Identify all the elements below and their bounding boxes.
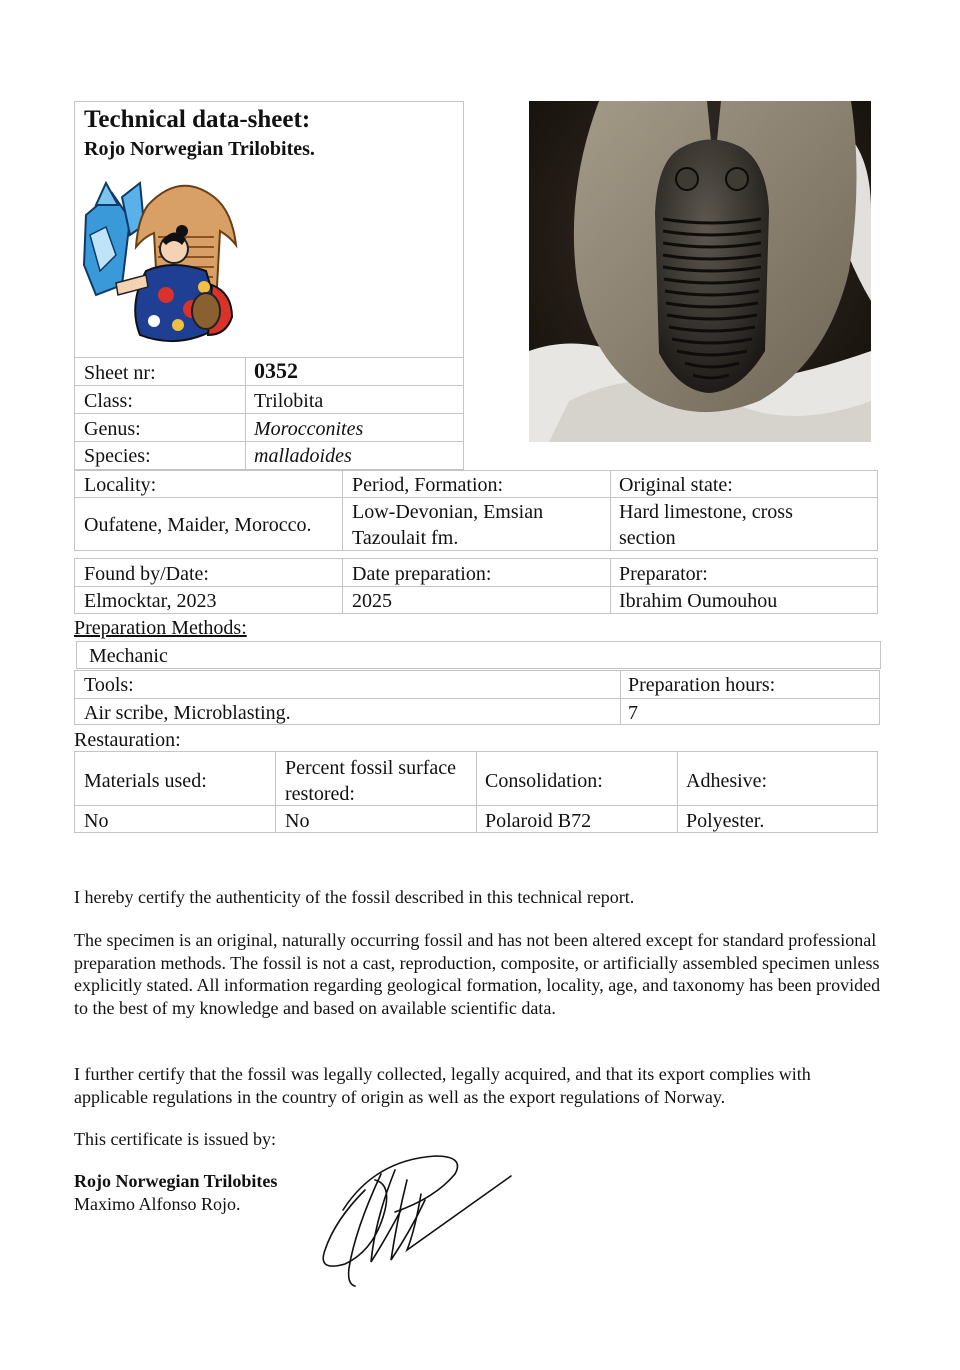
date-prep-label: Date preparation: (352, 563, 492, 585)
method-value: Mechanic (89, 645, 168, 667)
materials-value: No (84, 810, 109, 832)
consolidation-label: Consolidation: (485, 770, 603, 792)
method-box (76, 641, 881, 669)
period-value-line2: Tazoulait fm. (352, 527, 459, 549)
preparation-heading: Preparation Methods: (74, 617, 247, 639)
samurai-trilobite-logo (82, 175, 244, 353)
sheet-nr-label: Sheet nr: (84, 362, 156, 384)
sheet-nr-value: 0352 (254, 358, 298, 383)
consolidation-value: Polaroid B72 (485, 810, 592, 832)
hours-label: Preparation hours: (628, 674, 776, 696)
percent-label-line2: restored: (285, 783, 355, 805)
issuer-name: Maximo Alfonso Rojo. (74, 1194, 241, 1214)
period-label: Period, Formation: (352, 474, 504, 496)
adhesive-value: Polyester. (686, 810, 765, 832)
percent-label-line1: Percent fossil surface (285, 757, 457, 779)
class-label: Class: (84, 390, 133, 412)
certificate-paragraph-3: I further certify that the fossil was legally collected, legally acquired, and that its export complies with applicable regulations in the country of origin as well as the export regulations of Norway. (74, 1064, 811, 1107)
percent-value: No (285, 810, 310, 832)
genus-label: Genus: (84, 418, 141, 440)
preparator-value: Ibrahim Oumouhou (619, 590, 778, 612)
issuer-company: Rojo Norwegian Trilobites (74, 1171, 278, 1191)
adhesive-label: Adhesive: (686, 770, 768, 792)
preparator-label: Preparator: (619, 563, 708, 585)
certificate-paragraph-2: The specimen is an original, naturally occurring fossil and has not been altered except for standard professional preparation methods. The fossil is not a cast, reproduction, composite, or artificially assembled specimen unless explicitly stated. All information regarding geological formation, locality, age, and taxonomy has been provided to the best of my knowledge and based on available scientific data. (74, 930, 881, 1018)
found-value: Elmocktar, 2023 (84, 590, 217, 612)
tools-value: Air scribe, Microblasting. (84, 702, 291, 724)
state-value-line2: section (619, 527, 676, 549)
materials-label: Materials used: (84, 770, 207, 792)
hours-value: 7 (628, 702, 638, 724)
state-value-line1: Hard limestone, cross (619, 501, 793, 523)
species-value: malladoides (254, 445, 352, 467)
certificate-paragraph-1: I hereby certify the authenticity of the fossil described in this technical report. (74, 887, 635, 907)
certificate-paragraph-4: This certificate is issued by: (74, 1129, 276, 1149)
state-label: Original state: (619, 474, 733, 496)
handwritten-signature (315, 1150, 515, 1290)
sheet-title: Technical data-sheet: (84, 106, 311, 133)
found-label: Found by/Date: (84, 563, 209, 585)
restauration-heading: Restauration: (74, 729, 181, 751)
genus-value: Morocconites (254, 418, 364, 440)
trilobite-photo (529, 101, 871, 442)
locality-label: Locality: (84, 474, 157, 496)
company-subtitle: Rojo Norwegian Trilobites. (84, 138, 315, 160)
period-value-line1: Low-Devonian, Emsian (352, 501, 544, 523)
tools-label: Tools: (84, 674, 134, 696)
class-value: Trilobita (254, 390, 324, 412)
species-label: Species: (84, 445, 151, 467)
locality-value: Oufatene, Maider, Morocco. (84, 514, 312, 536)
date-prep-value: 2025 (352, 590, 392, 612)
